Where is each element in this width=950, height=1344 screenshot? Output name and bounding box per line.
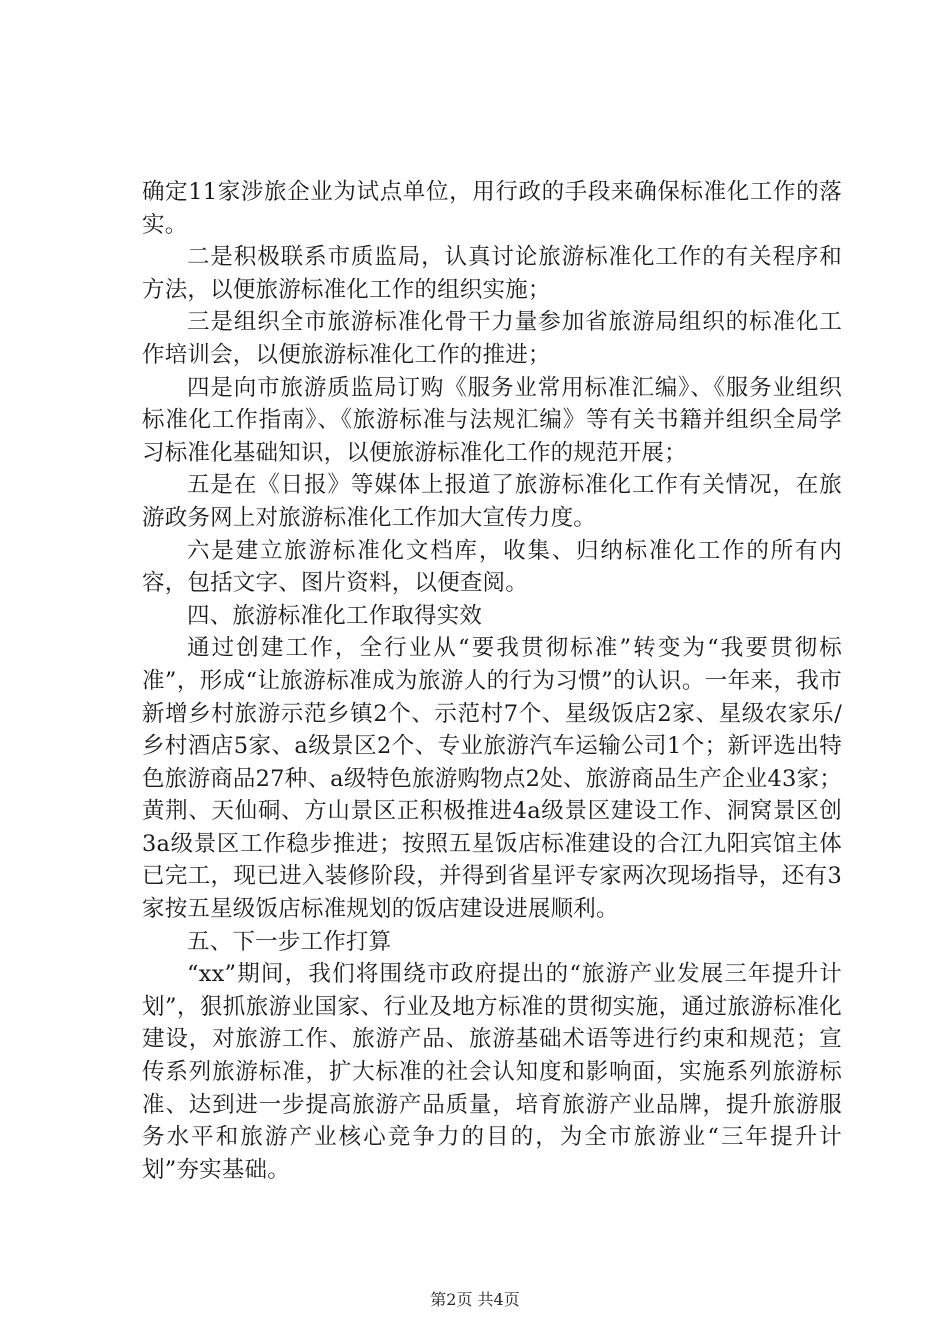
section-heading-5: 五、下一步工作打算 [187,928,392,955]
paragraph-5: 五是在《日报》等媒体上报道了旅游标准化工作有关情况，在旅游政务网上对旅游标准化工作加大宣传力度。 [142,472,842,531]
paragraph-4: 四是向市旅游质监局订购《服务业常用标准汇编》、《服务业组织标准化工作指南》、《旅游标准与法规汇编》等有关书籍并组织全局学习标准化基础知识，以便旅游标准化工作的规范开展； [142,374,842,466]
body-text [142,176,842,1186]
paragraph-3: 三是组织全市旅游标准化骨干力量参加省旅游局组织的标准化工作培训会，以便旅游标准化工作的推进； [142,309,842,368]
section-heading-4: 四、旅游标准化工作取得实效 [187,602,483,629]
paragraph-8: “xx”期间，我们将围绕市政府提出的“旅游产业发展三年提升计划”，狠抓旅游业国家、行业及地方标准的贯彻实施，通过旅游标准化建设，对旅游工作、旅游产品、旅游基础术语等进行约束和规范；宣传系列旅游标准，扩大标准的社会认知度和影响面，实施系列旅游标准、达到进一步提高旅游产品质量，培育旅游产业品牌，提升旅游服务水平和旅游产业核心竞争力的目的，为全市旅游业“三年提升计划”夯实基础。 [142,961,842,1183]
paragraph-7: 通过创建工作，全行业从“要我贯彻标准”转变为“我要贯彻标准”，形成“让旅游标准成为旅游人的行为习惯”的认识。一年来，我市新增乡村旅游示范乡镇2个、示范村7个、星级饭店2家、星级农家乐/乡村酒店5家、a级景区2个、专业旅游汽车运输公司1个；新评选出特色旅游商品27种、a级特色旅游购物点2处、旅游商品生产企业43家；黄荆、天仙硐、方山景区正积极推进4a级景区建设工作、洞窝景区创3a级景区工作稳步推进；按照五星饭店标准建设的合江九阳宾馆主体已完工，现已进入装修阶段，并得到省星评专家两次现场指导，还有3家按五星级饭店标准规划的饭店建设进展顺利。 [142,635,842,923]
paragraph-1: 确定11家涉旅企业为试点单位，用行政的手段来确保标准化工作的落实。 [142,179,842,238]
paragraph-2: 二是积极联系市质监局，认真讨论旅游标准化工作的有关程序和方法，以便旅游标准化工作的组织实施； [142,244,842,303]
paragraph-6: 六是建立旅游标准化文档库，收集、归纳标准化工作的所有内容，包括文字、图片资料，以便查阅。 [142,537,842,597]
page-number-footer: 第2页 共4页 [430,1290,520,1309]
